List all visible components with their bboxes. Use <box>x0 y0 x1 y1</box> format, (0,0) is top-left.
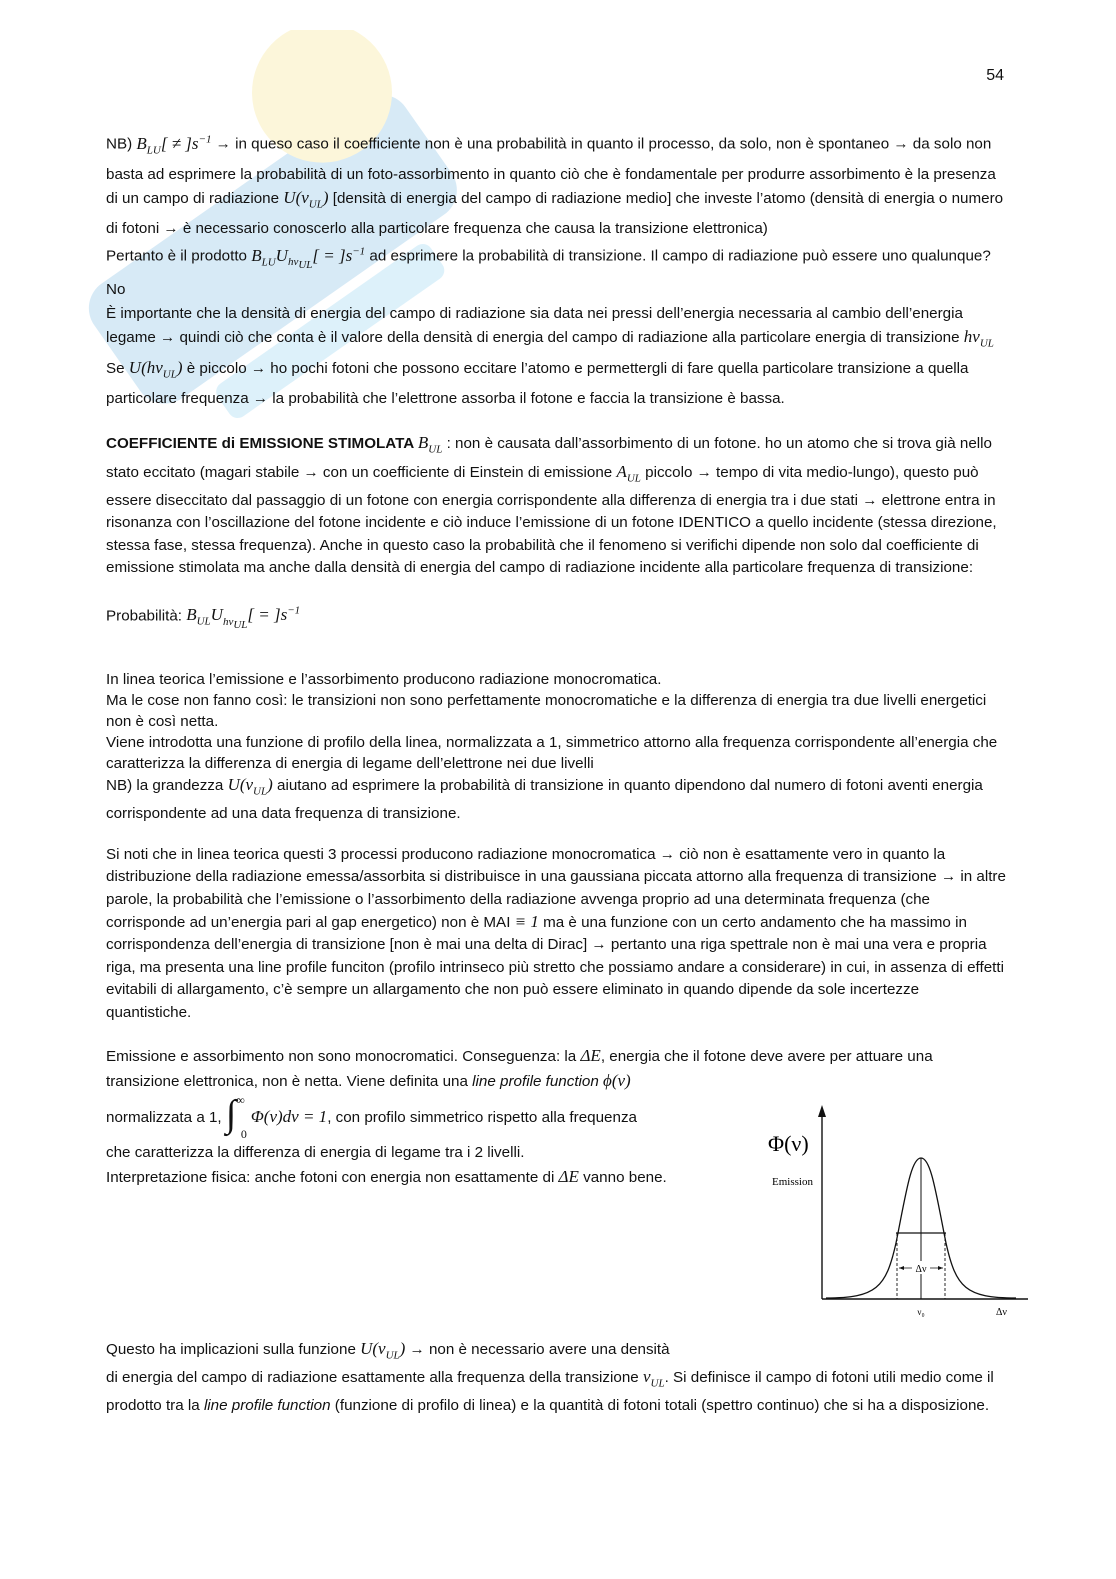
formula-h-nu: $h\nu_{UL}$ <box>963 327 994 350</box>
nb-prefix: NB) <box>106 135 137 153</box>
formula-identity: ≡ 1 <box>514 912 539 932</box>
se-paragraph: Se $U(h\nu_{UL})$ è piccolo → ho pochi fotoni che possono eccitare l’atomo e permettergli di fare quella particolare transizione a quella particolare frequenza → la probabilità che l’elettrone assorba il fotone e faccia la transizione è bassa. <box>106 358 969 407</box>
formula-u-nu: $U(\nu_{UL})$ <box>283 188 329 211</box>
formula-delta-e: ΔE <box>580 1046 601 1066</box>
integral-sign: ∫ <box>225 1093 237 1136</box>
pertanto-paragraph: Pertanto è il prodotto $B_{LU}U_{h\nu_{UL}}[ = ]s^{-1}$ ad esprimere la probabilità di transizione. Il campo di radiazione può essere uno qualunque? No <box>106 245 991 299</box>
formula-u-hnu: $U(h\nu_{UL})$ <box>128 358 183 381</box>
formula-probabilita: $B_{UL}U_{h\nu_{UL}}[ = ]s^{-1}$ <box>186 604 301 631</box>
importante-paragraph: È importante che la densità di energia del campo di radiazione sia data nei pressi dell’energia necessaria al cambio dell’energia legame → quindi ciò che conta è il valore della densità di energia del campo di radiazione alla particolare energia di transizione $h\nu_{UL}$ <box>106 304 994 350</box>
stimolata-paragraph: COEFFICIENTE di EMISSIONE STIMOLATA $B_{UL}$ : non è causata dall’assorbimento di un fotone. ho un atomo che si trova già nello stato eccitato (magari stabile → con un coefficiente di Einstein di emissione $A_{UL}$ piccolo → tempo di vita medio-lungo), questo può essere diseccitato dal passaggio di un fotone con energia corrispondente alla differenza di energia tra i due stati → elettrone entra in risonanza con l’oscillazione del fotone incidente e ciò induce l’emissione di un fotone IDENTICO a quello incidente (stessa direzione, stessa fase, stessa frequenza). Anche in questo caso la probabilità che il fenomeno si verifichi dipende non solo dal coefficiente di emissione stimolata ma anche dalla densità di energia del campo di radiazione incidente alla particolare frequenza di transizione: <box>106 433 997 577</box>
nb-text: → in queso caso il coefficiente non è una probabilità in quanto il processo, da solo, non è spontaneo → da solo non basta ad esprimere la probabilità di un foto-assorbimento in quanto ciò che è fondamentale per produrre assorbimento è la presenza di un campo di radiazione <box>106 135 996 208</box>
page-number: 54 <box>986 67 1004 84</box>
nb-paragraph <box>106 128 1006 240</box>
sinoti-paragraph: Si noti che in linea teorica questi 3 processi producono radiazione monocromatica → ciò non è esattamente vero in quanto la distribuzione della radiazione emessa/assorbita si distribuisce in una gaussiana piccata attorno alla frequenza di transizione → in altre parole, la probabilità che l’emissione o l’assorbimento della radiazione avvenga proprio ad una determinata frequenza (che corrisponde ad un’energia pari al gap energetico) non è MAI ≡ 1 ma è una funzione con un certo andamento che ha massimo in corrispondenza dell’energia di transizione [non è mai una delta di Dirac] → pertanto una riga spettrale non è mai una vera e propria riga, ma presenta una line profile funciton (profilo intrinseco più stretto che possiamo andare a considerare) in cui, in assenza di effetti evitabili di allargamento, c’è sempre un allargamento che non può essere eliminato in quando dipende da sole incertezze quantistiche. <box>106 845 1006 1021</box>
nb-text-2: [densità di energia del campo di radiazione medio] che investe l’atomo (densità di energia o numero di fotoni → è necessario conoscerlo alla particolare frequenza che causa la transizione elettronica) <box>106 190 1004 237</box>
x-center-label: ν₀ <box>917 1307 925 1317</box>
formula-u-nu-2: $U(\nu_{UL})$ <box>227 775 273 798</box>
x-axis-label: Δν <box>996 1307 1007 1318</box>
probabilita-line: Probabilità: $B_{UL}U_{h\nu_{UL}}[ = ]s^{-1}$ <box>106 604 301 631</box>
questo-block: Questo ha implicazioni sulla funzione $U(\nu_{UL})$ → non è necessario avere una densità di energia del campo di radiazione esattamente alla frequenza della transizione $\nu_{UL}$. Si definisce il campo di fotoni utili medio come il prodotto tra la line profile function (funzione di profilo di linea) e la quantità di fotoni totali (spettro continuo) che si ha a disposizione. <box>106 1339 994 1414</box>
formula-u-nu-3: $U(\nu_{UL})$ <box>360 1339 406 1362</box>
line-profile-figure <box>766 1103 1036 1323</box>
formula-aul: $A_{UL}$ <box>616 462 641 485</box>
section-heading: COEFFICIENTE di EMISSIONE STIMOLATA <box>106 435 418 453</box>
y-axis-arrow <box>818 1105 826 1117</box>
formula-delta-e-2: ΔE <box>558 1166 579 1186</box>
formula-bul: $B_{UL}$ <box>417 433 443 456</box>
formula-blu: $B_{LU}[ \ne ]s^{-1}$ <box>136 133 212 157</box>
formula-nu-ul: $\nu_{UL}$ <box>642 1367 665 1390</box>
formula-phi-nu: ϕ(ν) <box>603 1070 631 1090</box>
curve-label: Emission <box>772 1176 813 1188</box>
formula-normalization: Φ(ν)dν = 1 <box>250 1107 328 1127</box>
linea-block: In linea teorica l’emissione e l’assorbimento producono radiazione monocromatica. Ma le cose non fanno così: le transizioni non sono perfettamente monocromatiche e la differenza di energia tra due livelli energetici non è così netta. Viene introdotta una funzione di profilo della linea, normalizzata a 1, simmetrico attorno alla frequenza corrispondente all’energia che caratterizza la differenza di energia di legame dell’elettrone nei due livelli NB) la grandezza $U(\nu_{UL})$ aiutano ad esprimere la probabilità di transizione in quanto dipendono dal numero di fotoni aventi energia corrispondente ad una data frequenza di transizione. <box>106 671 998 822</box>
y-axis-label: Φ(ν) <box>768 1131 809 1156</box>
formula-blu-u: $B_{LU}U_{h\nu_{UL}}[ = ]s^{-1}$ <box>251 245 366 272</box>
emissione-block: Emissione e assorbimento non sono monocromatici. Conseguenza: la ΔE, energia che il fotone deve avere per attuare una transizione elettronica, non è netta. Viene definita una line profile function ϕ(ν) normalizzata a 1, $\int^\infty_0\Phi(\nu)d\nu = 1$, con profilo simmetrico rispetto alla frequenza che caratterizza la differenza di energia di legame tra i 2 livelli. Interpretazione fisica: anche fotoni con energia non esattamente di ΔE vanno bene. <box>106 1046 933 1186</box>
width-label: Δν <box>915 1264 927 1275</box>
